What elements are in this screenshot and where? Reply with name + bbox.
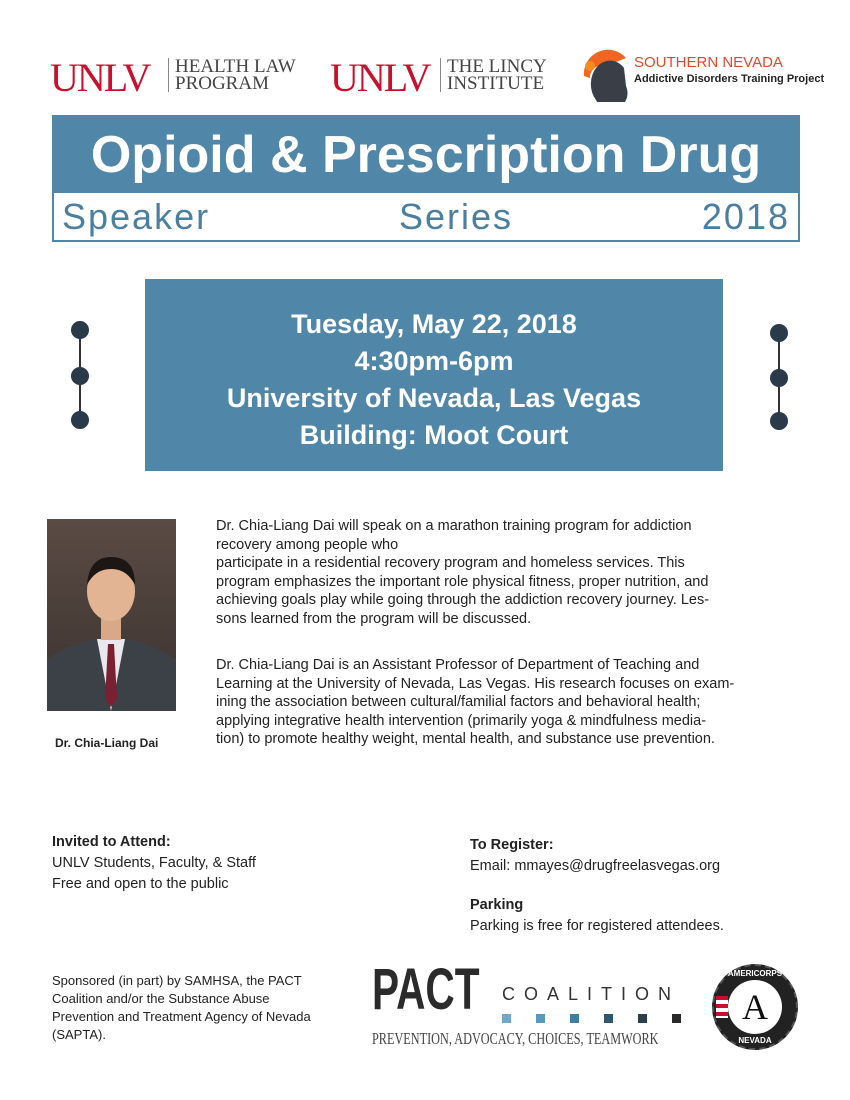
invited-heading: Invited to Attend:	[52, 834, 171, 850]
text-line: ining the association between cultural/familial factors and behavioral health;	[216, 694, 701, 710]
americorps-a: A	[728, 980, 782, 1034]
title-banner	[52, 115, 800, 242]
text-line: program emphasizes the important role physical fitness, proper nutrition, and	[216, 573, 709, 590]
logo-text: HEALTH LAW	[175, 56, 296, 77]
lincy-institute-logo	[440, 58, 547, 92]
sponsor-text	[52, 972, 311, 1044]
text-line: Sponsored (in part) by SAMHSA, the PACT	[52, 973, 302, 988]
page-title: Opioid & Prescription Drug	[54, 117, 798, 193]
parking-heading: Parking	[470, 897, 524, 913]
pact-coalition-logo	[372, 957, 702, 1052]
event-date: Tuesday, May 22, 2018	[291, 309, 577, 339]
event-details	[145, 279, 723, 471]
logo-text: THE LINCY	[447, 56, 547, 77]
speaker-photo	[47, 519, 176, 711]
parking-text: Parking is free for registered attendees.	[470, 918, 724, 934]
text-line: achieving goals play while going through the addiction recovery journey. Les-	[216, 592, 710, 608]
invited-section	[52, 832, 256, 895]
text-line: applying integrative health intervention (primarily yoga & mindfulness media-	[216, 712, 707, 729]
coalition-text: COALITION	[502, 984, 681, 1004]
logo-text: INSTITUTE	[447, 73, 545, 94]
parking-section	[470, 895, 724, 937]
nevada-text: NEVADA	[738, 1036, 772, 1045]
snadtp-title: SOUTHERN NEVADA	[634, 54, 783, 71]
pact-name: PACT	[372, 957, 480, 1022]
register-email[interactable]: Email: mmayes@drugfreelasvegas.org	[470, 858, 721, 874]
register-section	[470, 835, 720, 877]
text-line: Dr. Chia-Liang Dai is an Assistant Professor of Department of Teaching and	[216, 657, 700, 673]
text-line: Learning at the University of Nevada, Las Vegas. His research focuses on exam-	[216, 675, 735, 692]
health-law-program-logo	[168, 58, 296, 92]
flag-icon	[716, 996, 728, 1018]
snadtp-subtitle: Addictive Disorders Training Project	[634, 73, 825, 85]
text-line: Free and open to the public	[52, 876, 229, 892]
text-line: sons learned from the program will be discussed.	[216, 610, 532, 627]
event-time: 4:30pm-6pm	[354, 346, 514, 376]
text-line: participate in a residential recovery program and homeless services. This	[216, 555, 685, 571]
speaker-bio	[216, 656, 826, 749]
event-location: University of Nevada, Las Vegas	[226, 383, 642, 413]
pact-tagline: PREVENTION, ADVOCACY, CHOICES, TEAMWORK	[372, 1029, 659, 1048]
text-line: UNLV Students, Faculty, & Staff	[52, 855, 256, 871]
page-subtitle: Speaker Series 2018	[62, 196, 790, 237]
logo-text: PROGRAM	[175, 73, 269, 94]
text-line: tion) to promote healthy weight, mental health, and substance use prevention.	[216, 731, 715, 747]
speaker-caption: Dr. Chia-Liang Dai	[55, 736, 159, 750]
snadtp-logo-icon	[576, 46, 630, 102]
unlv-logo: UNLV	[330, 55, 430, 100]
text-line: Dr. Chia-Liang Dai will speak on a marathon training program for addiction	[216, 518, 692, 534]
text-line: recovery among people who	[216, 536, 399, 553]
talk-description	[216, 517, 826, 628]
text-line: Prevention and Treatment Agency of Nevada	[52, 1009, 311, 1024]
text-line: Coalition and/or the Substance Abuse	[52, 991, 270, 1006]
americorps-nevada-seal	[712, 964, 798, 1050]
register-heading: To Register:	[470, 837, 554, 853]
text-line: (SAPTA).	[52, 1027, 106, 1042]
americorps-text: AMERICORPS	[727, 969, 783, 978]
unlv-logo: UNLV	[50, 55, 150, 100]
event-building: Building: Moot Court	[299, 420, 569, 450]
color-squares	[502, 1014, 681, 1023]
